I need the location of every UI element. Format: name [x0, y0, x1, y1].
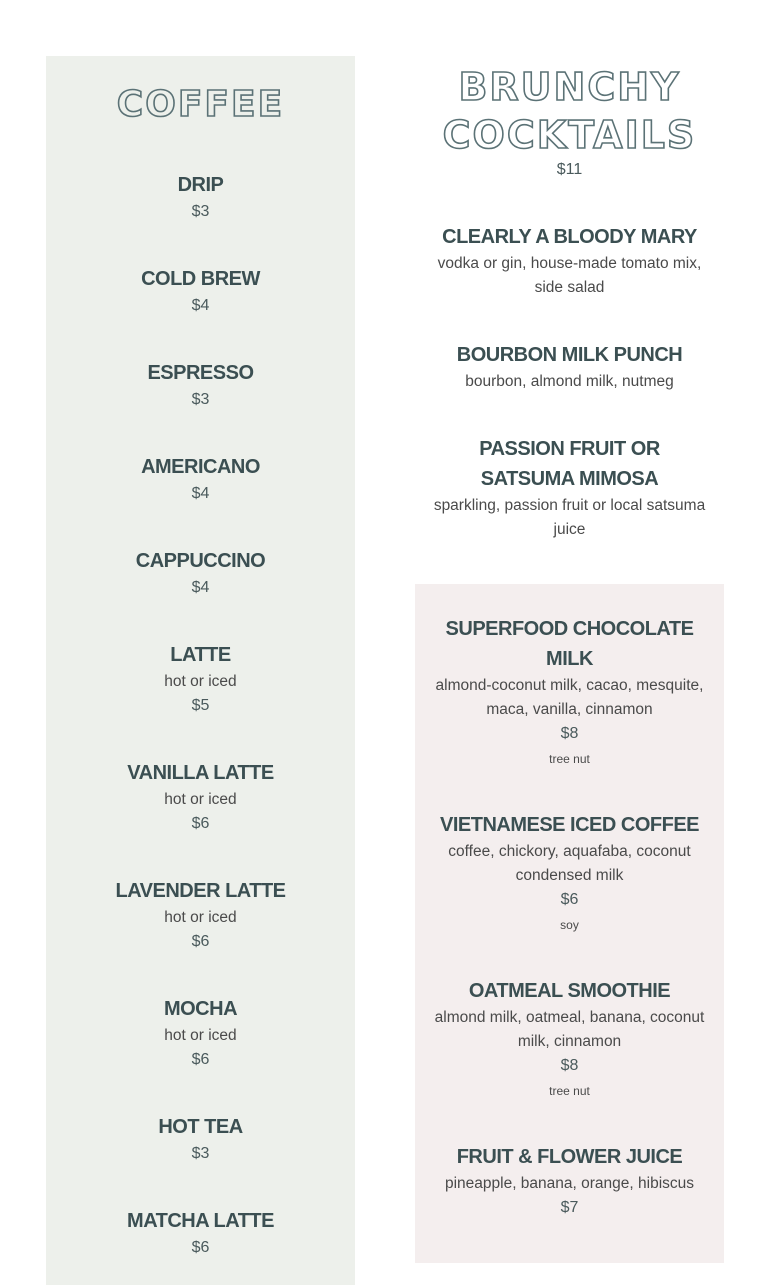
item-price: $8 [560, 725, 579, 742]
item-name: PASSION FRUIT OR SATSUMA MIMOSA [479, 438, 660, 490]
item-price: $3 [191, 1145, 210, 1162]
menu-item-espresso [46, 358, 355, 412]
item-price: $3 [191, 391, 210, 408]
item-price: $6 [191, 933, 210, 950]
item-allergen: tree nut [549, 752, 590, 766]
cocktails-section-price: $11 [556, 161, 583, 178]
item-description: vodka or gin, house-made tomato mix, side salad [437, 255, 702, 296]
item-price: $4 [191, 297, 210, 314]
menu-item-cold-brew [46, 264, 355, 318]
item-price: $6 [191, 1239, 210, 1256]
item-price: $6 [191, 1051, 210, 1068]
item-name: MOCHA [163, 998, 238, 1020]
item-name: BOURBON MILK PUNCH [456, 344, 683, 366]
cocktails-title-line-2: COCKTAILS [442, 113, 697, 157]
item-description: pineapple, banana, orange, hibiscus [444, 1175, 695, 1192]
menu-item-latte [46, 640, 355, 718]
coffee-menu-section [46, 56, 355, 1285]
menu-item-bloody-mary [415, 222, 724, 300]
cocktails-section-title [415, 63, 724, 159]
menu-item-cappuccino [46, 546, 355, 600]
item-price: $3 [191, 203, 210, 220]
item-name: VANILLA LATTE [127, 762, 274, 784]
item-name: LAVENDER LATTE [115, 880, 286, 902]
menu-item-oatmeal-smoothie [415, 976, 724, 1104]
item-description: almond-coconut milk, cacao, mesquite, maca, vanilla, cinnamon [435, 677, 704, 718]
item-price: $8 [560, 1057, 579, 1074]
item-description: almond milk, oatmeal, banana, coconut milk, cinnamon [434, 1009, 705, 1050]
item-name: DRIP [177, 174, 224, 196]
item-name: FRUIT & FLOWER JUICE [456, 1146, 683, 1168]
item-name: CAPPUCCINO [135, 550, 266, 572]
specialty-drinks-section [415, 584, 724, 1263]
item-price: $6 [191, 815, 210, 832]
item-allergen: tree nut [549, 1084, 590, 1098]
item-allergen: soy [560, 918, 579, 932]
item-description: hot or iced [164, 1027, 237, 1044]
item-description: coffee, chickory, aquafaba, coconut condensed milk [448, 843, 691, 884]
cocktails-menu-section [415, 56, 724, 556]
item-name: LATTE [170, 644, 231, 666]
cocktails-title-line-1: BRUNCHY [458, 65, 681, 109]
item-price: $7 [560, 1199, 579, 1216]
menu-item-superfood-chocolate-milk [415, 614, 724, 772]
menu-item-lavender-latte [46, 876, 355, 954]
item-name: CLEARLY A BLOODY MARY [442, 226, 697, 248]
item-price: $6 [560, 891, 579, 908]
menu-item-vietnamese-iced-coffee [415, 810, 724, 938]
menu-item-drip [46, 170, 355, 224]
menu-item-bourbon-milk-punch [415, 340, 724, 394]
menu-item-mimosa [415, 434, 724, 542]
item-description: hot or iced [164, 791, 237, 808]
menu-item-americano [46, 452, 355, 506]
menu-item-fruit-flower-juice [415, 1142, 724, 1220]
item-description: hot or iced [164, 673, 237, 690]
menu-item-matcha-latte [46, 1206, 355, 1260]
menu-item-mocha [46, 994, 355, 1072]
menu-item-vanilla-latte [46, 758, 355, 836]
item-price: $4 [191, 485, 210, 502]
item-name: OATMEAL SMOOTHIE [468, 980, 671, 1002]
item-name: COLD BREW [141, 268, 260, 290]
item-name: ESPRESSO [147, 362, 254, 384]
item-name: SUPERFOOD CHOCOLATE MILK [445, 618, 694, 670]
menu-item-hot-tea [46, 1112, 355, 1166]
coffee-section-title: COFFEE [116, 84, 285, 125]
item-description: bourbon, almond milk, nutmeg [465, 373, 674, 390]
item-price: $5 [191, 697, 210, 714]
item-name: VIETNAMESE ICED COFFEE [439, 814, 700, 836]
item-description: sparkling, passion fruit or local satsuma juice [433, 497, 706, 538]
item-description: hot or iced [164, 909, 237, 926]
item-price: $4 [191, 579, 210, 596]
item-name: AMERICANO [141, 456, 260, 478]
item-name: HOT TEA [158, 1116, 243, 1138]
item-name: MATCHA LATTE [127, 1210, 274, 1232]
